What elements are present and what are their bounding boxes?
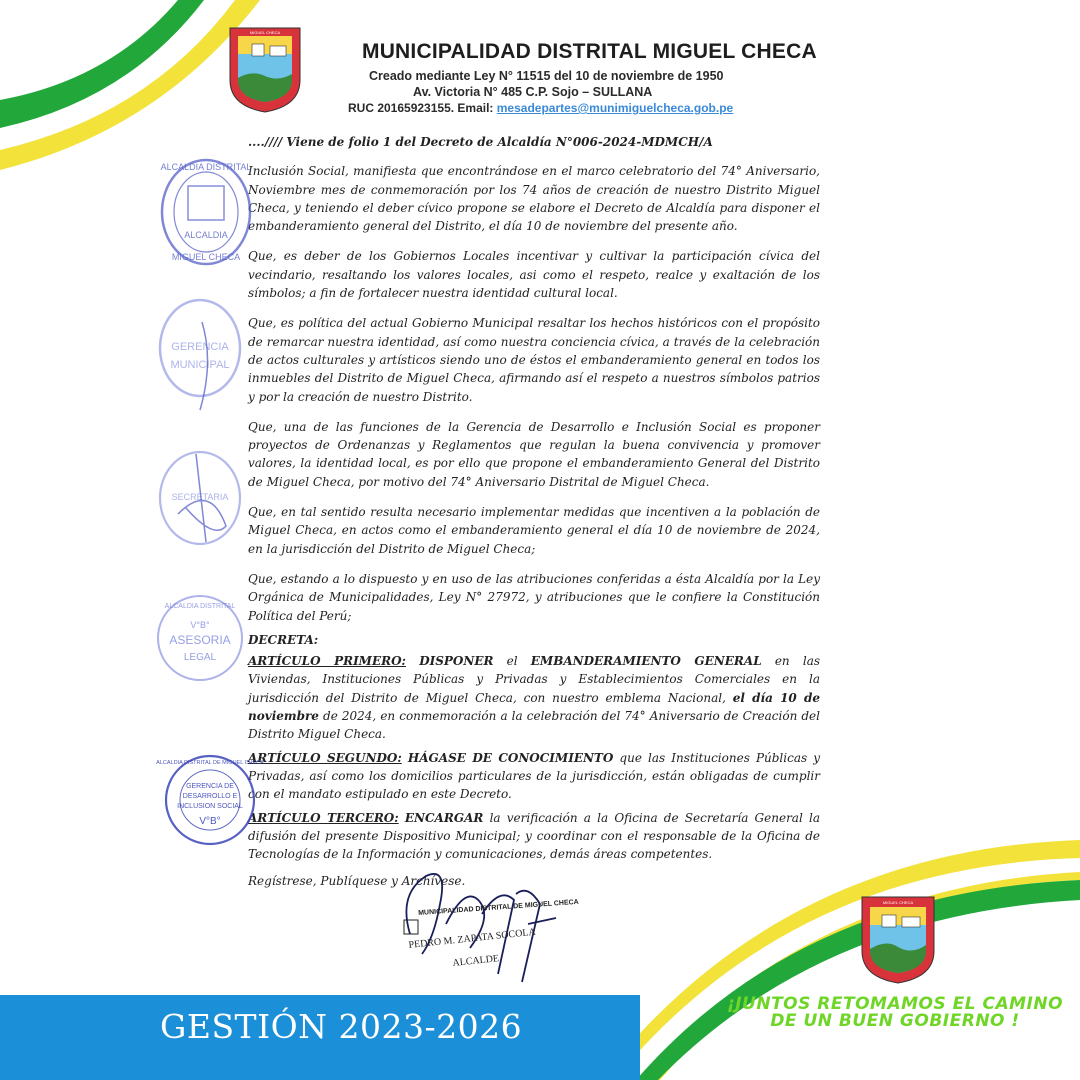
article-bold: DISPONER: [419, 654, 494, 669]
stamp-text: ALCALDIA DISTRITAL DE MIGUEL CHECA: [156, 760, 264, 766]
paragraph: Que, es deber de los Gobiernos Locales incentivar y cultivar la participación cívica del vecindario, resaltando los valores locales, asi como el respeto, realce y exaltación de los símbolos; a fin de fortalecer nuestra identidad cultural local.: [248, 249, 820, 301]
slogan: ¡JUNTOS RETOMAMOS EL CAMINO DE UN BUEN GOBIERNO !: [726, 994, 1064, 1031]
gerencia-municipal-stamp: [156, 292, 248, 412]
article-text: en las Viviendas, Instituciones Públicas y Privadas y Establecimientos Comerciales en la jurisdicción del Distrito de Miguel Checa, con nuestro emblema Nacional,: [248, 654, 821, 705]
stamp-text: SECRETARIA: [171, 492, 229, 502]
paragraph: Que, es política del actual Gobierno Municipal resaltar los hechos históricos con el propósito de remarcar nuestra identidad, así como nuestra conciencia cívica, a través de la celebración de actos culturales y artísticos siendo uno de éstos el embanderamiento general en todos los inmuebles del Distrito de Miguel Checa, afirmando así el respeto a nuestros símbolos patrios y por la creación de nuestro Distrito.: [248, 316, 820, 404]
secretaria-stamp: [156, 448, 246, 554]
ruc-text: RUC 20165923155. Email:: [348, 101, 497, 115]
stamp-text: LEGAL: [183, 652, 217, 663]
stamp-text: ALCALDIA DISTRITAL: [164, 603, 236, 610]
stamp-text: V°B°: [190, 620, 210, 630]
decreta-heading: DECRETA:: [248, 632, 319, 647]
article-bold: ENCARGAR: [404, 810, 484, 825]
mayor-name: PEDRO M. ZAPATA SOCOLA: [408, 926, 537, 951]
mayor-role: ALCALDE: [452, 953, 500, 969]
article-bold: EMBANDERAMIENTO GENERAL: [530, 654, 762, 669]
paragraph: Que, una de las funciones de la Gerencia de Desarrollo e Inclusión Social es proponer proyectos de Ordenanzas y Reglamentos que regulan la buena convivencia y promover valores, la identidad local, es por ello que propone el embanderamiento General del Distrito de Miguel Checa, por motivo del 74° Aniversario Distrital de Miguel Checa.: [248, 419, 820, 489]
gerencia-desarrollo-stamp: [156, 752, 264, 848]
article-primero: [248, 652, 820, 743]
closing-formula: Regístrese, Publíquese y Archívese.: [248, 874, 466, 889]
stamp-text: MIGUEL CHECA: [171, 252, 241, 262]
email-link[interactable]: mesadepartes@munimiguelcheca.gob.pe: [496, 101, 734, 115]
paragraph: Que, en tal sentido resulta necesario implementar medidas que incentiven a la población de Miguel Checa, en actos como el embanderamiento general el día 10 de noviembre de 2024, en la jurisdicción del Distrito de Miguel Checa;: [248, 505, 820, 556]
stamp-text: V°B°: [199, 816, 221, 827]
article-segundo: [248, 749, 820, 804]
letterhead: [0, 0, 1080, 130]
article-bold: HÁGASE DE CONOCIMIENTO: [407, 750, 614, 765]
municipal-crest-logo: [226, 24, 304, 114]
stamp-text: ALCALDIA: [184, 230, 228, 240]
article-text: de 2024, en conmemoración a la celebración del 74° Aniversario de Creación del Distrito Miguel Checa.: [248, 709, 820, 742]
stamp-text: MUNICIPAL: [170, 359, 230, 371]
municipal-crest-logo-bottom: [858, 893, 938, 985]
stamp-text: ALCALDIA DISTRITAL: [160, 162, 252, 172]
stamp-text: DESARROLLO E: [182, 793, 238, 800]
article-label: ARTÍCULO TERCERO:: [248, 810, 399, 825]
asesoria-legal-stamp: [154, 592, 246, 684]
stamp-text: ASESORIA: [169, 633, 231, 647]
article-text: el: [493, 654, 531, 669]
alcaldia-stamp: [156, 154, 256, 274]
stamp-text: GERENCIA: [171, 341, 229, 353]
folio-reference: ....//// Viene de folio 1 del Decreto de Alcaldía N°006-2024-MDMCH/A: [248, 135, 713, 149]
article-label: ARTÍCULO PRIMERO:: [248, 654, 406, 669]
paragraph: Que, estando a lo dispuesto y en uso de las atribuciones conferidas a ésta Alcaldía por la Ley Orgánica de Municipalidades, Ley N° 27972, y atribuciones que le confiere la Constitución Política del Perú;: [248, 571, 820, 623]
article-label: ARTÍCULO SEGUNDO:: [248, 750, 402, 765]
decree-body: [248, 133, 820, 891]
stamp-text: GERENCIA DE: [186, 783, 234, 790]
municipality-title: MUNICIPALIDAD DISTRITAL MIGUEL CHECA: [362, 40, 817, 63]
stamp-text: INCLUSION SOCIAL: [177, 803, 243, 810]
crest-top-text: MIGUEL CHECA: [249, 30, 281, 35]
ruc-email-line: [348, 101, 733, 115]
corner-decoration-bottom-right: [600, 830, 1080, 1080]
article-bold: el día 10 de noviembre: [248, 690, 820, 724]
article-text: que las Instituciones Públicas y Privadas, así como los domicilios particulares de la jurisdicción, están obligadas de cumplir con el mandato estipulado en este Decreto.: [248, 750, 820, 802]
mayor-signature: [396, 864, 566, 994]
gestion-label: GESTIÓN 2023-2026: [160, 1007, 523, 1046]
signature-seal-text: MUNICIPALIDAD DISTRITAL DE MIGUEL CHECA: [418, 898, 579, 917]
article-text: la verificación a la Oficina de Secretaría General la difusión del presente Dispositivo Municipal; y coordinar con el responsable de la Oficina de Tecnologías de la Información y comunicaciones, demás áreas competentes.: [248, 810, 820, 862]
article-text: [406, 654, 419, 668]
crest-top-text: MIGUEL CHECA: [882, 900, 914, 905]
address-line: Av. Victoria N° 485 C.P. Sojo – SULLANA: [413, 85, 653, 99]
creation-law-line: Creado mediante Ley N° 11515 del 10 de noviembre de 1950: [369, 69, 724, 83]
paragraph: Inclusión Social, manifiesta que encontrándose en el marco celebratorio del 74° Aniversario, Noviembre mes de conmemoración por los 74 años de creación de nuestro Distrito Miguel Checa, y teniendo el deber cívico propone se elabore el Decreto de Alcaldía para disponer el embanderamiento general del Distrito, el día 10 de noviembre del presente año.: [248, 164, 820, 234]
